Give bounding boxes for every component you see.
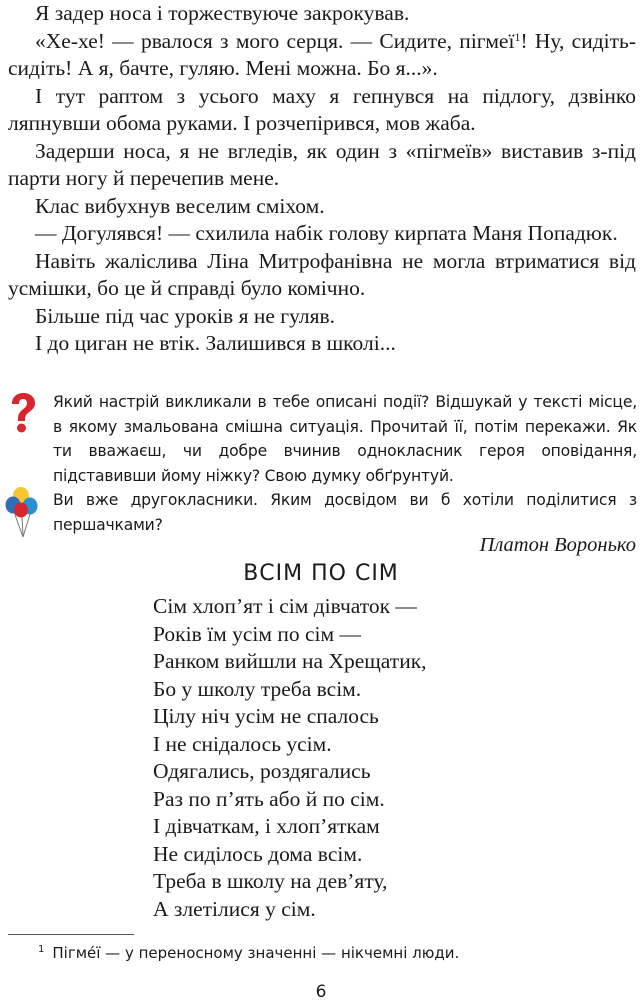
footnote-divider (8, 934, 134, 935)
poem-line: Одягались, роздягались (153, 759, 371, 783)
poem-line: Цілу ніч усім не спалось (153, 704, 379, 728)
paragraph-text: ! Ну, сидіть-сидіть! А я, бачте, гуляю. Мені можна. Бо я...». (8, 28, 636, 80)
paragraph: Задерши носа, я не вгледів, як один з «пігмеїв» виставив з-під парти ногу й перечепив мене. (8, 138, 636, 190)
paragraph: Більше під час уроків я не гуляв. (35, 303, 336, 328)
paragraph (8, 28, 636, 83)
poem-line: Ранком вийшли на Хрещатик, (153, 649, 427, 673)
paragraph: І тут раптом з усього маху я гепнувся на підлогу, дзвінко ляпнувши обома руками. І розчепірився, мов жаба. (8, 83, 636, 135)
story-text (8, 0, 636, 358)
page-number: 6 (315, 982, 327, 1002)
paragraph: Я задер носа і торжествуюче закрокував. (35, 1, 410, 25)
poem-line: Бо у школу треба всім. (153, 676, 362, 701)
poem-line: Не сиділось дома всім. (153, 841, 363, 866)
tasks-block (53, 390, 637, 538)
poem-line: Сім хлоп’ят і сім дівчаток — (153, 594, 417, 618)
poem-line: Раз по п’ять або й по сім. (153, 786, 385, 811)
paragraph: І до циган не втік. Залишився в школі... (35, 331, 396, 355)
poem-line: І дівчаткам, і хлоп’яткам (153, 814, 380, 838)
paragraph-text: «Хе-хе! — рвалося з мого серця. — Сидите, пігмеї (35, 28, 515, 53)
footnote-marker: 1 (514, 29, 521, 44)
poem-line: І не снідалось усім. (153, 731, 332, 756)
poem-author: Платон Воронько (479, 534, 636, 556)
paragraph: Навіть жаліслива Ліна Митрофанівна не могла втриматися від усмішки, бо це й справді було комічно. (8, 248, 636, 300)
footnote-marker: 1 (38, 944, 45, 955)
balloons-icon (4, 486, 40, 538)
question-mark-icon (6, 392, 38, 434)
poem-line: Треба в школу на дев’яту, (153, 869, 388, 893)
footnote-text: Пігме́ї — у переносному значенні — нікчемні люди. (52, 944, 460, 962)
paragraph: Клас вибухнув веселим сміхом. (35, 193, 325, 218)
poem-title: ВСІМ ПО СІМ (243, 561, 399, 586)
footnote (38, 942, 628, 964)
poem-line: А злетілися у сім. (153, 896, 316, 921)
poem-body (153, 593, 623, 923)
paragraph: — Догулявся! — схилила набік голову кирпата Маня Попадюк. (35, 221, 618, 245)
task-question: Який настрій викликали в тебе описані події? Відшукай у тексті місце, в якому змальована смішна ситуація. Прочитай її, потім перекажи. Як ти вважаєш, чи добре вчинив однокласник героя оповідання, підставивши йому ніжку? Свою думку обґрунтуй. (53, 393, 637, 485)
task-question: Ви вже другокласники. Яким досвідом ви б хотіли поділитися з першачками? (53, 491, 637, 534)
poem-line: Років їм усім по сім — (153, 621, 361, 646)
